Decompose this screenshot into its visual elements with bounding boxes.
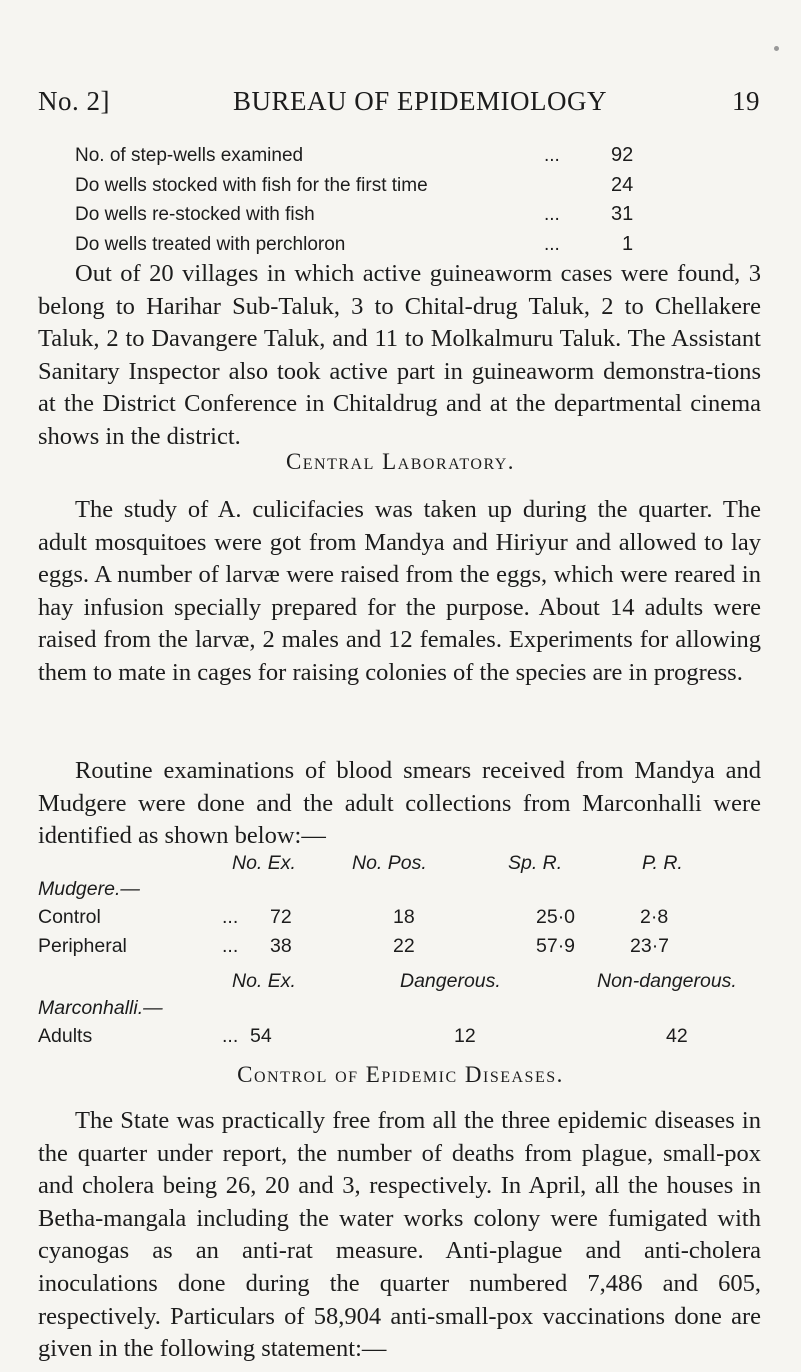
paragraph-text: Routine examinations of blood smears received from Mandya and Mudgere were done and the adult collections from Marconhalli were identified as shown below:— bbox=[38, 757, 761, 850]
row-value: 31 bbox=[611, 203, 634, 225]
row-value: 1 bbox=[622, 233, 634, 255]
cell-ex: 54 bbox=[250, 1025, 272, 1047]
group-label: Marconhalli.— bbox=[38, 997, 163, 1019]
laboratory-paragraph bbox=[38, 494, 761, 690]
row-name: Adults bbox=[38, 1025, 93, 1047]
row-value: 24 bbox=[611, 174, 634, 196]
guineaworm-paragraph bbox=[38, 258, 761, 454]
cell-nondangerous: 42 bbox=[666, 1025, 688, 1047]
group-label: Mudgere.— bbox=[38, 878, 140, 900]
running-title: BUREAU OF EPIDEMIOLOGY bbox=[233, 86, 607, 116]
col-header: Sp. R. bbox=[508, 852, 563, 874]
step-wells-row bbox=[75, 204, 315, 226]
col-header: P. R. bbox=[642, 852, 683, 874]
row-name: Control bbox=[38, 906, 101, 928]
page-speck bbox=[774, 46, 779, 51]
paragraph-text: Out of 20 villages in which active guineaworm cases were found, 3 belong to Harihar Sub-Taluk, 3 to Chital-drug Taluk, 2 to Chellakere Taluk, 2 to Davangere Taluk, and 11 to Molkalmuru Taluk. The Assistant Sanitary Inspector also took active part in guineaworm demonstra-tions at the District Conference in Chitaldrug and at the departmental cinema shows in the district. bbox=[38, 260, 761, 450]
paragraph-text: The State was practically free from all the three epidemic diseases in the quarter under report, the number of deaths from plague, small-pox and cholera being 26, 20 and 3, respectively. In April, all the houses in Betha-mangala including the water works colony were fumigated with cyanogas as an anti-rat measure. Anti-plague and anti-cholera inoculations done during the quarter numbered 7,486 and 605, respectively. Particulars of 58,904 anti-small-pox vaccinations done are given in the following statement:— bbox=[38, 1107, 761, 1363]
page-number: 19 bbox=[732, 86, 760, 116]
row-dots: ... bbox=[544, 234, 560, 255]
row-label: No. of step-wells examined bbox=[75, 145, 304, 166]
step-wells-row bbox=[75, 234, 345, 256]
cell-sp: 57·9 bbox=[536, 935, 576, 957]
col-header: No. Ex. bbox=[232, 852, 296, 874]
paragraph-text: The study of A. culicifacies was taken up during the quarter. The adult mosquitoes were got from Mandya and Hiriyur and allowed to lay eggs. A number of larvæ were raised from the eggs, which were reared in hay infusion specially prepared for the purpose. About 14 adults were raised from the larvæ, 2 males and 12 females. Experiments for allowing them to mate in cages for raising colonies of the species are in progress. bbox=[38, 496, 761, 686]
cell-pos: 18 bbox=[393, 906, 415, 928]
cell-pr: 2·8 bbox=[640, 906, 669, 928]
issue-number: No. 2] bbox=[38, 86, 110, 116]
row-value: 92 bbox=[611, 144, 634, 166]
row-label: Do wells stocked with fish for the first time bbox=[75, 175, 428, 196]
cell-ex: 38 bbox=[270, 935, 292, 957]
row-dots: ... bbox=[222, 935, 239, 957]
cell-sp: 25·0 bbox=[536, 906, 576, 928]
step-wells-row bbox=[75, 145, 303, 167]
row-dots: ... bbox=[544, 145, 560, 166]
row-label: Do wells treated with perchloron bbox=[75, 234, 346, 255]
cell-dangerous: 12 bbox=[454, 1025, 476, 1047]
col-header: Dangerous. bbox=[400, 970, 501, 992]
row-label: Do wells re-stocked with fish bbox=[75, 204, 315, 225]
row-dots: ... bbox=[222, 1025, 239, 1047]
col-header: Non-dangerous. bbox=[597, 970, 737, 992]
section-heading-central-laboratory: Central Laboratory. bbox=[285, 449, 516, 474]
step-wells-row bbox=[75, 175, 428, 197]
row-name: Peripheral bbox=[38, 935, 127, 957]
col-header: No. Pos. bbox=[352, 852, 427, 874]
smears-paragraph bbox=[38, 755, 761, 853]
col-header: No. Ex. bbox=[232, 970, 296, 992]
epidemic-paragraph bbox=[38, 1105, 761, 1366]
row-dots: ... bbox=[222, 906, 239, 928]
section-heading-epidemic-control: Control of Epidemic Diseases. bbox=[237, 1062, 564, 1087]
cell-pos: 22 bbox=[393, 935, 415, 957]
row-dots: ... bbox=[544, 204, 560, 225]
cell-ex: 72 bbox=[270, 906, 292, 928]
cell-pr: 23·7 bbox=[630, 935, 670, 957]
